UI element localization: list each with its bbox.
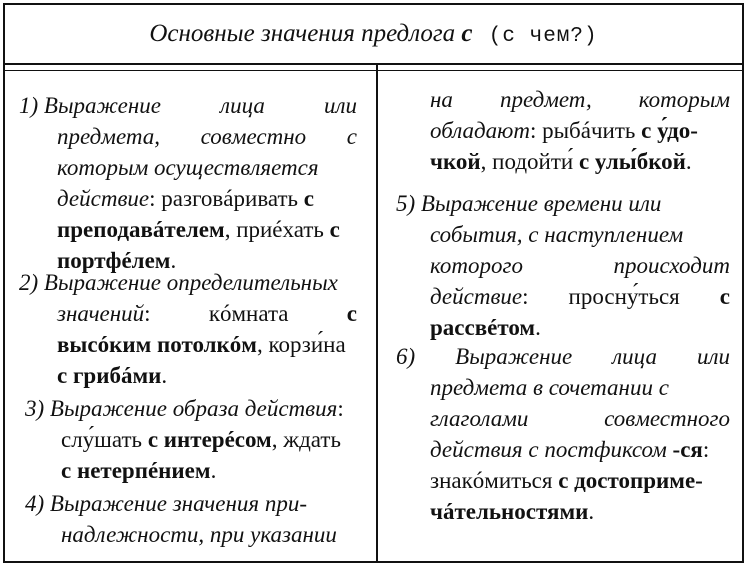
header-double-rule [5,65,742,71]
cont-l3c: с улы́бкой [578,149,686,174]
item-5 [396,188,730,343]
item1-l5c: с [329,217,340,242]
cont-l2a: обладают [430,118,530,143]
item5-l5b: . [535,315,541,340]
item1-l6b: . [170,248,177,273]
item3-l3b: . [210,458,217,483]
item1-l4c: с [303,186,314,211]
cont-l2b: : рыбáчить [529,118,642,143]
item-4-continued [430,84,730,177]
header-title: Основные значения предлога [149,20,456,47]
cont-l3d: . [685,149,692,174]
item6-l4a: действия с постфиксом [430,437,673,462]
item1-l5a: преподавáтелем [57,217,225,242]
item6-l6b: . [588,499,595,524]
item6-l2: предмета в сочетании с [430,375,669,400]
item1-w2: лица [220,93,265,118]
item2-l2c: кóмната [208,301,289,326]
item6-l4b: -ся [672,437,703,462]
item5-l4c: просну́ться [568,284,680,309]
item6-l3b: совместного [604,406,730,431]
item1-l2b: совместно [200,124,307,149]
item1-w1: 1) Выражение [19,93,161,118]
item-1 [19,90,357,276]
cont-l1c: которым [638,87,730,112]
item5-l4d: с [719,284,730,309]
item5-l4b: : [522,284,529,309]
item2-l3b: , корзи́на [256,332,346,357]
item2-l2d: с [346,301,357,326]
cont-l1b: предмет, [499,87,592,112]
item6-l1d: или [696,344,730,369]
item6-l6a: чáтельностями [430,499,589,524]
item2-l2a: значений [57,301,145,326]
item4-l1: 4) Выражение значения при- [25,491,307,516]
item6-l5a: знакóмиться [430,468,559,493]
item5-l5a: рассвéтом [430,315,536,340]
column-divider [376,65,378,561]
item1-l2c: с [346,124,357,149]
item5-l4a: действие [430,284,523,309]
cont-l3b: , подойти́ [480,149,579,174]
cont-l3a: чкой [430,149,481,174]
item2-l1: 2) Выражение определительных [19,270,338,295]
item1-l6a: портфéлем [57,248,171,273]
item4-l2: надлежности, при указании [61,522,337,547]
item3-l2c: , ждать [271,427,341,452]
table-header [5,5,742,65]
item1-l2a: предмета, [57,124,160,149]
item2-l2b: : [144,301,151,326]
item2-l3a: высóким потолкóм [57,332,257,357]
item5-l1: 5) Выражение времени или [396,191,662,216]
item5-l2: события, с наступлением [430,222,684,247]
item-3 [25,393,357,486]
item6-l1b: Выражение [455,344,573,369]
item3-l2b: с интерéсом [147,427,272,452]
item-6 [396,341,730,527]
cont-l2c: с у́до- [641,118,698,143]
item3-l1b: : [337,396,344,421]
item3-l1a: 3) Выражение образа действия [25,396,338,421]
item1-l4a: действие [57,186,150,211]
item-4 [25,488,357,550]
item1-w3: или [323,93,357,118]
item6-l3a: глаголами [430,406,529,431]
item6-l4c: : [702,437,710,462]
prepositions-table [3,3,744,563]
cont-l1a: на [430,87,453,112]
item1-l3: которым осуществляется [57,155,319,180]
item6-l1a: 6) [396,344,416,369]
item3-l3a: с нетерпéнием [61,458,211,483]
item-2 [19,267,357,391]
item6-l1c: лица [612,344,657,369]
item1-l5b: , приéхать [224,217,330,242]
item2-l4a: с грибáми [57,363,162,388]
header-preposition: с [461,20,473,47]
item5-l3a: которого [430,253,523,278]
item5-l3b: происходит [613,253,730,278]
item1-l4b: : разговáривать [149,186,304,211]
item6-l5b: с достоприме- [558,468,703,493]
item3-l2a: слу́шать [61,427,148,452]
item2-l4b: . [161,363,168,388]
header-question: (с чем?) [488,25,598,48]
